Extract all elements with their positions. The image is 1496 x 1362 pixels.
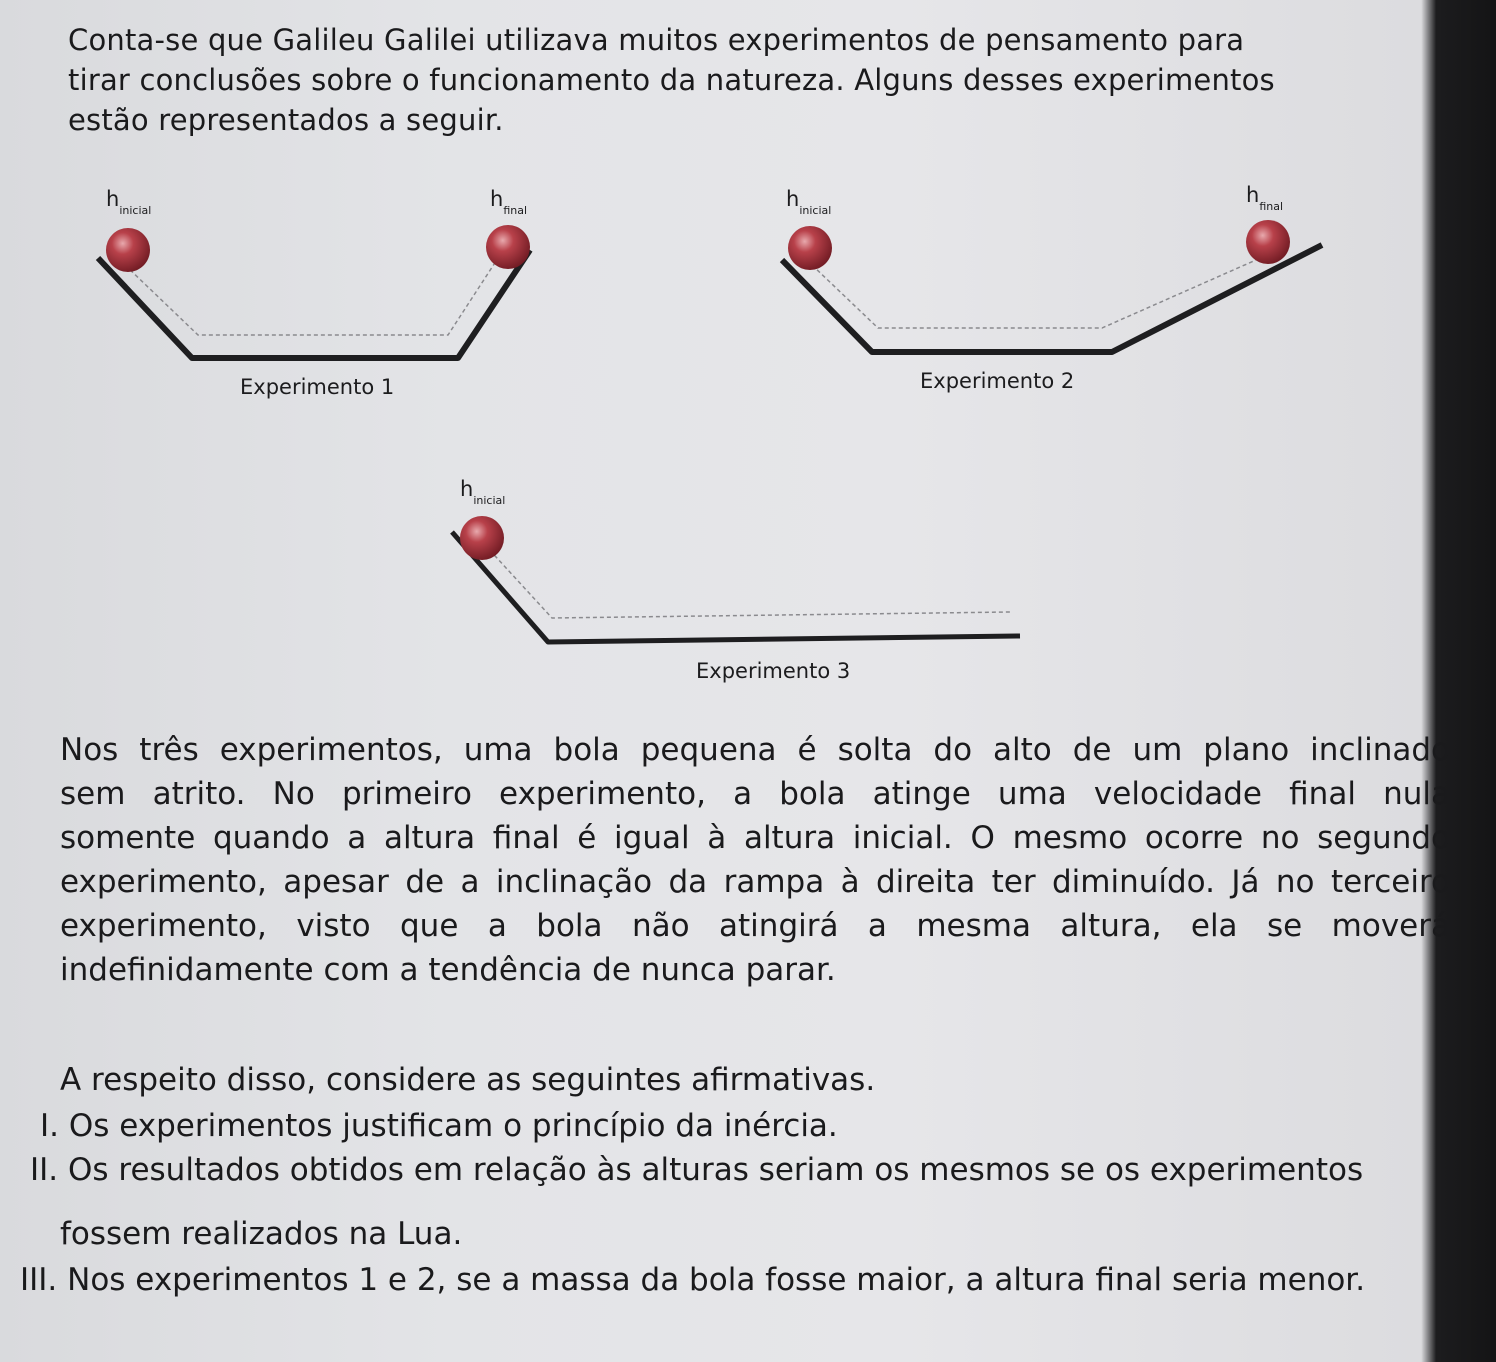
- h-initial-label-3: $h_{inicial}$: [460, 477, 506, 507]
- statement-i: I. Os experimentos justificam o princípio da inércia.: [40, 1108, 838, 1144]
- track-3-inner: [485, 545, 1010, 618]
- track-2-inner: [812, 256, 1265, 328]
- track-1-inner: [125, 255, 500, 335]
- statement-ii-continued: fossem realizados na Lua.: [60, 1216, 463, 1252]
- track-1: [98, 250, 530, 358]
- paragraph-line: somente quando a altura final é igual à altura inicial. O mesmo ocorre no segundo: [60, 820, 1450, 856]
- paragraph-line: indefinidamente com a tendência de nunca parar.: [60, 952, 836, 988]
- explanation-paragraph: [60, 728, 1450, 992]
- h-initial-label-1: $h_{inicial}$: [106, 187, 152, 217]
- h-final-label-1: $h_{final}$: [490, 187, 528, 217]
- intro-line: Conta-se que Galileu Galilei utilizava muitos experimentos de pensamento para: [68, 23, 1245, 57]
- ball-2-end: [1246, 220, 1290, 264]
- h-initial-label-2: $h_{inicial}$: [786, 187, 832, 217]
- ball-1-start: [106, 228, 150, 272]
- h-final-label-2: $h_{final}$: [1246, 183, 1284, 213]
- statement-ii: II. Os resultados obtidos em relação às alturas seriam os mesmos se os experimentos: [30, 1152, 1364, 1188]
- paragraph-line: sem atrito. No primeiro experimento, a bola atinge uma velocidade final nula: [60, 776, 1450, 812]
- ball-2-start: [788, 226, 832, 270]
- statements-lead: A respeito disso, considere as seguintes afirmativas.: [60, 1062, 876, 1098]
- paragraph-line: experimento, apesar de a inclinação da rampa à direita ter diminuído. Já no terceiro: [60, 864, 1450, 900]
- intro-line: tirar conclusões sobre o funcionamento da natureza. Alguns desses experimentos: [68, 63, 1275, 97]
- track-3: [452, 532, 1020, 642]
- track-2: [782, 245, 1322, 352]
- experiment-1-caption: Experimento 1: [240, 375, 395, 399]
- experiment-2-caption: Experimento 2: [920, 369, 1075, 393]
- ball-1-end: [486, 225, 530, 269]
- experiment-3-caption: Experimento 3: [696, 659, 851, 683]
- intro-line: estão representados a seguir.: [68, 103, 504, 137]
- ball-3-start: [460, 516, 504, 560]
- statement-iii: III. Nos experimentos 1 e 2, se a massa da bola fosse maior, a altura final seria menor.: [20, 1262, 1366, 1298]
- experiment-3-figure: [440, 470, 1040, 700]
- intro-text: [68, 20, 1358, 140]
- paragraph-line: Nos três experimentos, uma bola pequena é solta do alto de um plano inclinado: [60, 732, 1450, 768]
- experiment-2-figure: [760, 180, 1340, 410]
- paragraph-line: experimento, visto que a bola não atingirá a mesma altura, ela se moverá: [60, 908, 1450, 944]
- experiment-1-figure: [80, 180, 560, 410]
